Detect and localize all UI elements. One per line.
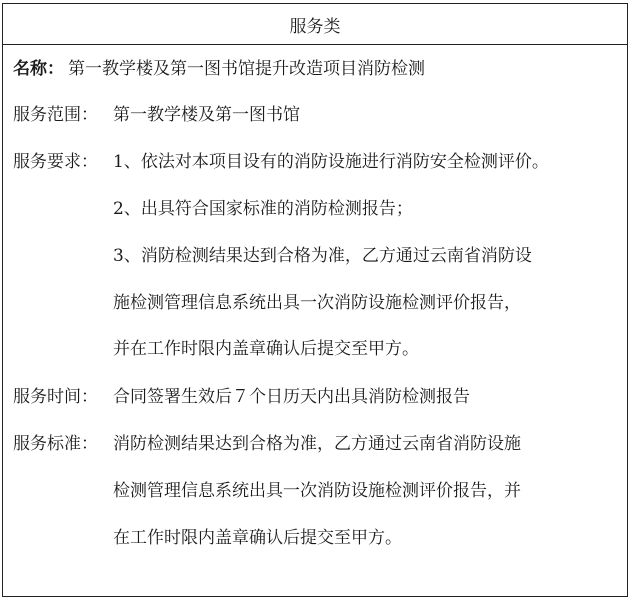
standard-label: 服务标准： bbox=[13, 434, 98, 454]
requirement-item-3-cont-1: 施检测管理信息系统出具一次消防设施检测评价报告， bbox=[113, 293, 521, 313]
scope-value: 第一教学楼及第一图书馆 bbox=[113, 105, 300, 125]
standard-line-1: 消防检测结果达到合格为准，乙方通过云南省消防设施 bbox=[113, 434, 521, 454]
name-label: 名称： bbox=[13, 59, 64, 79]
service-document-table bbox=[2, 3, 628, 597]
requirement-item-2: 2、出具符合国家标准的消防检测报告； bbox=[113, 199, 413, 219]
name-value: 第一教学楼及第一图书馆提升改造项目消防检测 bbox=[68, 59, 425, 79]
requirement-item-3-cont-2: 并在工作时限内盖章确认后提交至甲方。 bbox=[113, 339, 419, 359]
time-value: 合同签署生效后７个日历天内出具消防检测报告 bbox=[113, 387, 470, 407]
table-header-title: 服务类 bbox=[289, 16, 341, 37]
scope-label: 服务范围： bbox=[13, 105, 98, 125]
requirements-label: 服务要求： bbox=[13, 152, 98, 172]
time-label: 服务时间： bbox=[13, 387, 98, 407]
requirement-item-1: 1、依法对本项目设有的消防设施进行消防安全检测评价。 bbox=[113, 152, 549, 172]
standard-line-2: 检测管理信息系统出具一次消防设施检测评价报告，并 bbox=[113, 481, 521, 501]
requirement-item-3: 3、消防检测结果达到合格为准，乙方通过云南省消防设 bbox=[113, 246, 532, 266]
table-header bbox=[3, 4, 627, 45]
standard-line-3: 在工作时限内盖章确认后提交至甲方。 bbox=[113, 528, 402, 548]
